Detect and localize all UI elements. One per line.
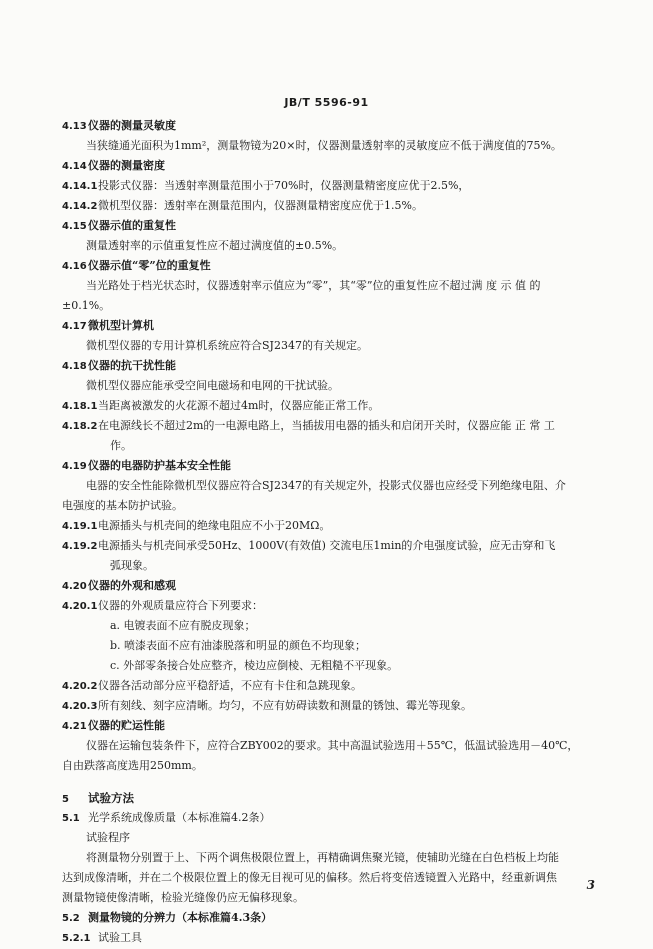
document-body — [62, 116, 622, 948]
clause-4-19 — [62, 456, 622, 476]
line-text: 试验方法 — [88, 791, 134, 805]
clause-5 — [62, 788, 622, 808]
line-text: 仪器示值的重复性 — [88, 219, 176, 232]
line-text: 当距离被激发的火花源不超过4m时，仪器应能正常工作。 — [98, 399, 380, 412]
clause-number: 4.17 — [62, 321, 87, 332]
line-text: 测量物镜使像清晰，检验光缝像仍应无偏移现象。 — [62, 891, 304, 904]
section-gap — [62, 776, 622, 788]
clause-number: 5 — [62, 794, 69, 805]
line-text: 电源插头与机壳间的绝缘电阻应不小于20MΩ。 — [98, 519, 331, 532]
text-line — [62, 848, 622, 868]
line-text: 作。 — [110, 439, 132, 452]
line-text: 电器的安全性能除微机型仪器应符合SJ2347的有关规定外，投影式仪器也应经受下列绝缘电阻、介 — [86, 479, 566, 492]
clause-4-18-1 — [62, 396, 622, 416]
clause-number: 4.18.2 — [62, 421, 98, 432]
text-line — [62, 436, 622, 456]
line-text: 自由跌落高度选用250mm。 — [62, 759, 203, 772]
text-line — [62, 868, 622, 888]
clause-number: 4.14.2 — [62, 201, 98, 212]
text-line — [62, 296, 622, 316]
line-text: 仪器的外观质量应符合下列要求： — [98, 599, 263, 612]
clause-4-14 — [62, 156, 622, 176]
line-text: 微机型仪器：透射率在测量范围内，仪器测量精密度应优于1.5%。 — [98, 199, 423, 212]
text-line — [62, 616, 622, 636]
text-line — [62, 636, 622, 656]
clause-number: 4.21 — [62, 721, 87, 732]
clause-number: 5.2 — [62, 913, 80, 924]
text-line — [62, 136, 622, 156]
line-text: 仪器在运输包装条件下，应符合ZBY002的要求。其中高温试验选用＋55℃，低温试验选用－40℃， — [86, 739, 579, 752]
clause-number: 4.18.1 — [62, 401, 98, 412]
line-text: 微机型仪器应能承受空间电磁场和电网的干扰试验。 — [86, 379, 339, 392]
clause-number: 4.20.2 — [62, 681, 98, 692]
line-text: 所有刻线、刻字应清晰。均匀，不应有妨碍读数和测量的锈蚀、霉光等现象。 — [98, 699, 472, 712]
line-text: b. 喷漆表面不应有油漆脱落和明显的颜色不均现象； — [110, 639, 367, 652]
text-line — [62, 828, 622, 848]
clause-4-14-2 — [62, 196, 622, 216]
clause-number: 4.19.2 — [62, 541, 98, 552]
line-text: 在电源线长不超过2m的一电源电路上，当插拔用电器的插头和启闭开关时，仪器应能 正 常 工 — [98, 419, 555, 432]
text-line — [62, 336, 622, 356]
line-text: 电强度的基本防护试验。 — [62, 499, 183, 512]
line-text: 仪器的电器防护基本安全性能 — [88, 459, 231, 472]
clause-number: 4.13 — [62, 121, 87, 132]
text-line — [62, 236, 622, 256]
line-text: 弧现象。 — [110, 559, 154, 572]
text-line — [62, 656, 622, 676]
clause-number: 4.14.1 — [62, 181, 98, 192]
clause-4-20-1 — [62, 596, 622, 616]
line-text: 达到成像清晰，并在二个极限位置上的像无目视可见的偏移。然后将变倍透镜置入光路中，经重新调焦 — [62, 871, 557, 884]
line-text: 仪器的外观和感观 — [88, 579, 176, 592]
line-text: 微机型仪器的专用计算机系统应符合SJ2347的有关规定。 — [86, 339, 368, 352]
line-text: 投影式仪器：当透射率测量范围小于70%时，仪器测量精密度应优于2.5%， — [98, 179, 470, 192]
line-text: 测量物镜的分辨力（本标准篇4.3条） — [88, 911, 273, 924]
line-text: 当狭缝通光面积为1mm²，测量物镜为20×时，仪器测量透射率的灵敏度应不低于满度值的75%。 — [86, 139, 562, 152]
line-text: 仪器各活动部分应平稳舒适，不应有卡住和急跳现象。 — [98, 679, 362, 692]
page-number: 3 — [586, 878, 595, 892]
clause-5-1 — [62, 808, 622, 828]
line-text: 将测量物分别置于上、下两个调焦极限位置上，再精确调焦聚光镜，使辅助光缝在白色档板上均能 — [86, 851, 559, 864]
line-text: 测量透射率的示值重复性应不超过满度值的±0.5%。 — [86, 239, 344, 252]
clause-number: 5.2.1 — [62, 933, 91, 944]
line-text: c. 外部零条接合处应整齐，棱边应倒棱、无粗糙不平现象。 — [110, 659, 399, 672]
clause-4-17 — [62, 316, 622, 336]
line-text: 仪器示值“零”位的重复性 — [88, 259, 211, 272]
line-text: 光学系统成像质量（本标准篇4.2条） — [88, 811, 271, 824]
line-text: 仪器的抗干扰性能 — [88, 359, 176, 372]
clause-4-19-2 — [62, 536, 622, 556]
clause-number: 4.18 — [62, 361, 87, 372]
line-text: 试验工具 — [98, 931, 142, 944]
line-text: a. 电镀表面不应有脱皮现象； — [110, 619, 256, 632]
clause-number: 4.19.1 — [62, 521, 98, 532]
clause-4-19-1 — [62, 516, 622, 536]
text-line — [62, 376, 622, 396]
text-line — [62, 276, 622, 296]
line-text: 微机型计算机 — [88, 319, 154, 332]
clause-4-15 — [62, 216, 622, 236]
clause-4-16 — [62, 256, 622, 276]
clause-4-20 — [62, 576, 622, 596]
line-text: 电源插头与机壳间承受50Hz、1000V(有效值) 交流电压1min的介电强度试验，应无击穿和飞 — [98, 539, 556, 552]
text-line — [62, 476, 622, 496]
clause-4-20-2 — [62, 676, 622, 696]
text-line — [62, 556, 622, 576]
text-line — [62, 496, 622, 516]
clause-4-18 — [62, 356, 622, 376]
clause-number: 4.19 — [62, 461, 87, 472]
clause-4-14-1 — [62, 176, 622, 196]
line-text: 试验程序 — [86, 831, 130, 844]
line-text: ±0.1%。 — [62, 299, 111, 312]
text-line — [62, 756, 622, 776]
clause-4-20-3 — [62, 696, 622, 716]
line-text: 仪器的贮运性能 — [88, 719, 165, 732]
line-text: 当光路处于档光状态时，仪器透射率示值应为“零”，其“零”位的重复性应不超过满 度 示 值 的 — [86, 279, 541, 292]
clause-number: 5.1 — [62, 813, 80, 824]
clause-4-21 — [62, 716, 622, 736]
clause-number: 4.14 — [62, 161, 87, 172]
clause-number: 4.16 — [62, 261, 87, 272]
clause-number: 4.20.1 — [62, 601, 98, 612]
clause-4-18-2 — [62, 416, 622, 436]
clause-4-13 — [62, 116, 622, 136]
clause-5-2 — [62, 908, 622, 928]
clause-number: 4.20 — [62, 581, 87, 592]
line-text: 仪器的测量密度 — [88, 159, 165, 172]
line-text: 仪器的测量灵敏度 — [88, 119, 176, 132]
text-line — [62, 736, 622, 756]
text-line — [62, 888, 622, 908]
clause-5-2-1 — [62, 928, 622, 948]
standard-header: JB/T 5596-91 — [284, 96, 369, 109]
clause-number: 4.15 — [62, 221, 87, 232]
clause-number: 4.20.3 — [62, 701, 98, 712]
